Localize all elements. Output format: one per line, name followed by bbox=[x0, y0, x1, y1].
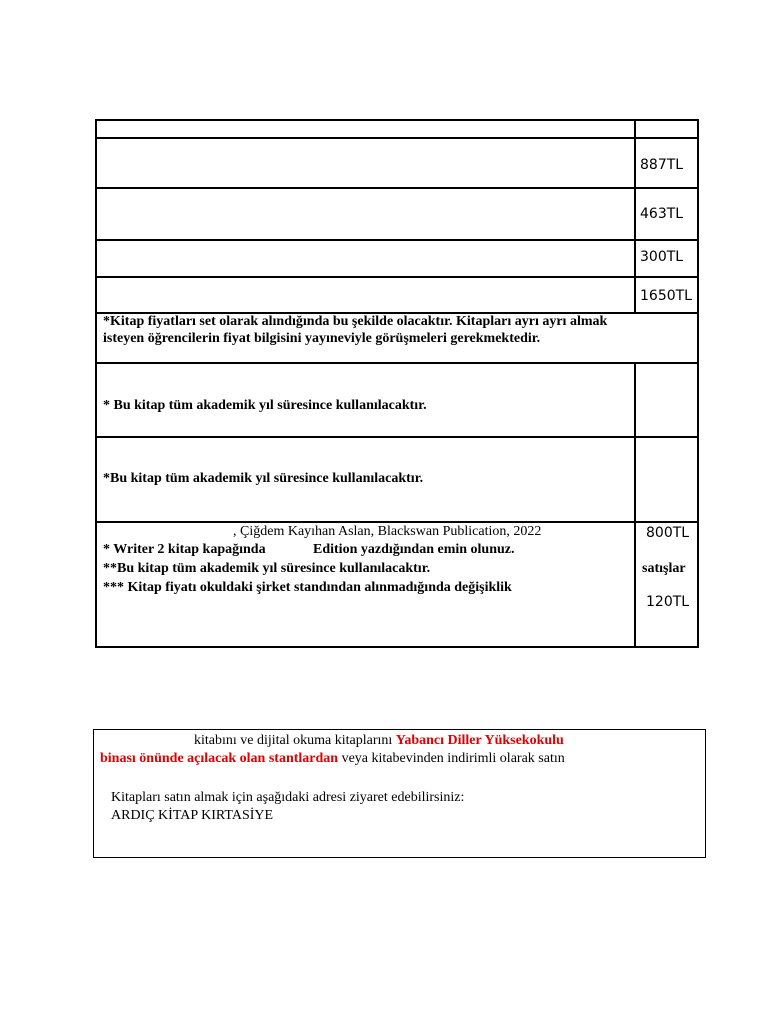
purchase-info-text: veya kitabevinden indirimli olarak satın bbox=[341, 751, 565, 766]
set-price-note: *Kitap fiyatları set olarak alındığında bu şekilde olacaktır. Kitapları ayrı ayrı almak bbox=[103, 314, 608, 329]
price-cell: 800TL bbox=[646, 525, 690, 541]
price-cell: 463TL bbox=[640, 206, 684, 222]
price-cell: 887TL bbox=[640, 157, 684, 173]
visit-address-text: Kitapları satın almak için aşağıdaki adresi ziyaret edebilirsiniz: bbox=[111, 790, 465, 805]
row-divider bbox=[95, 187, 699, 189]
row-divider bbox=[95, 436, 699, 438]
purchase-info-line-1 bbox=[194, 733, 564, 749]
writer-note: * Writer 2 kitap kapağında bbox=[103, 542, 266, 557]
set-price-note: isteyen öğrencilerin fiyat bilgisini yayıneviyle görüşmeleri gerekmektedir. bbox=[103, 331, 541, 346]
writer-note: Edition yazdığından emin olunuz. bbox=[313, 542, 515, 557]
sales-label: satışlar bbox=[642, 561, 686, 576]
price-cell: 1650TL bbox=[640, 288, 692, 304]
price-cell: 300TL bbox=[640, 249, 684, 265]
table-border-top bbox=[95, 119, 699, 121]
store-name: ARDIÇ KİTAP KIRTASİYE bbox=[111, 808, 274, 823]
row-divider bbox=[95, 276, 699, 278]
row-divider bbox=[95, 362, 699, 364]
purchase-info-line-2 bbox=[100, 751, 565, 767]
academic-year-note: * Bu kitap tüm akademik yıl süresince kullanılacaktır. bbox=[103, 398, 427, 413]
price-change-note: *** Kitap fiyatı okuldaki şirket standından alınmadığında değişiklik bbox=[103, 580, 512, 595]
school-name-highlight: Yabancı Diller Yüksekokulu bbox=[395, 733, 564, 748]
row-divider bbox=[95, 521, 699, 523]
column-divider bbox=[634, 363, 636, 648]
table-border-right bbox=[697, 119, 699, 648]
table-border-left bbox=[95, 119, 97, 648]
row-divider bbox=[95, 137, 699, 139]
stand-location-highlight: binası önünde açılacak olan stantlardan bbox=[100, 751, 339, 766]
purchase-info-text: kitabını ve dijital okuma kitaplarını bbox=[194, 733, 393, 748]
academic-year-note: *Bu kitap tüm akademik yıl süresince kullanılacaktır. bbox=[103, 471, 424, 486]
table-border-bottom bbox=[95, 646, 699, 648]
row-divider bbox=[95, 239, 699, 241]
academic-year-note: **Bu kitap tüm akademik yıl süresince kullanılacaktır. bbox=[103, 561, 431, 576]
price-cell: 120TL bbox=[646, 594, 690, 610]
column-divider bbox=[634, 119, 636, 313]
book-citation: , Çiğdem Kayıhan Aslan, Blackswan Publication, 2022 bbox=[233, 524, 542, 539]
